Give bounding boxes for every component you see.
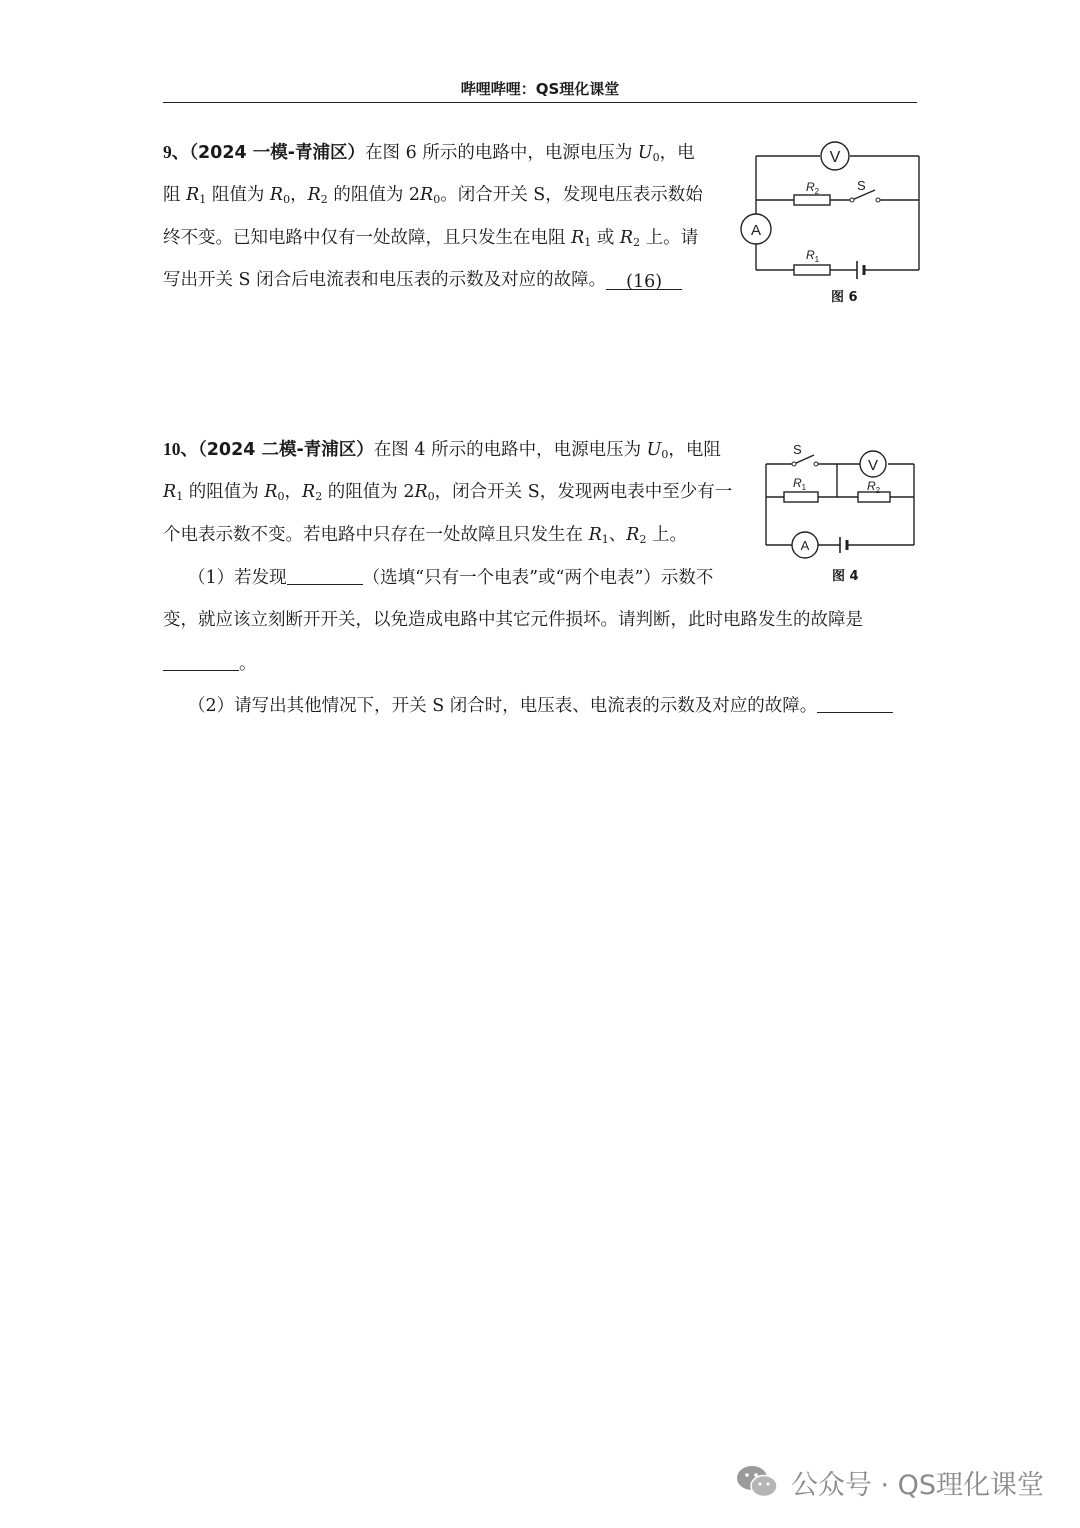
q9-line-2: 阻 $R_1$ 阻值为 $R_0$，$R_2$ 的阻值为 $2R_0$。闭合开关 S，发现电压表示数始 [163, 185, 703, 206]
fig6-label-switch: S [857, 178, 866, 193]
watermark [735, 1464, 1044, 1500]
svg-text:A: A [750, 222, 762, 239]
q10-sub1-blank-1[interactable] [287, 566, 363, 585]
switch-contact-icon [814, 462, 818, 466]
q9-answer-blank[interactable]: (16) [606, 271, 682, 290]
q10-sub2-line: （2）请写出其他情况下，开关 S 闭合时，电压表、电流表的示数及对应的故障。 [188, 694, 893, 717]
fig4-label-r2: $R_2$ [867, 479, 881, 495]
q10-line-1: 10、（2024 二模-青浦区）在图 4 所示的电路中，电源电压为 $U_0$，电阻 [163, 439, 721, 461]
switch-contact-icon [876, 198, 880, 202]
switch-contact-icon [850, 198, 854, 202]
figure-6-circuit [738, 140, 923, 280]
svg-text:V: V [829, 149, 841, 166]
fig6-label-r2: $R_2$ [806, 180, 820, 196]
q10-number: 10、 [163, 439, 198, 459]
q10-source: （2024 二模-青浦区） [198, 440, 374, 460]
header-title: 哔哩哔哩：QS理化课堂 [460, 80, 620, 98]
voltmeter-icon [860, 451, 886, 477]
q10-sub1-line-1: （1）若发现 （选填“只有一个电表”或“两个电表”）示数不 [188, 568, 714, 588]
ammeter-icon [741, 214, 771, 244]
q10-sub2-blank[interactable] [817, 694, 893, 713]
watermark-text: 公众号 · QS理化课堂 [790, 1469, 1044, 1501]
q10-sub1-line-2: 变，就应该立刻断开开关，以免造成电路中其它元件损坏。请判断，此时电路发生的故障是 [163, 610, 863, 630]
switch-contact-icon [792, 462, 796, 466]
q9-line-4: 写出开关 S 闭合后电流表和电压表的示数及对应的故障。 (16) [163, 269, 682, 291]
voltmeter-icon [821, 142, 849, 170]
fig4-label-switch: S [793, 442, 802, 457]
svg-text:A: A [800, 538, 810, 553]
q10-sub1-blank-2[interactable] [163, 652, 239, 671]
fig6-label-r1: $R_1$ [806, 248, 820, 264]
q10-line-3: 个电表示数不变。若电路中只存在一处故障且只发生在 $R_1$、$R_2$ 上。 [163, 525, 688, 546]
svg-text:V: V [867, 457, 879, 474]
q9-source: （2024 一模-青浦区） [189, 143, 366, 163]
q9-line-3: 终不变。已知电路中仅有一处故障，且只发生在电阻 $R_1$ 或 $R_2$ 上。请 [163, 228, 699, 249]
page-header [163, 78, 917, 103]
fig4-label-r1: $R_1$ [793, 476, 807, 492]
battery-icon [840, 537, 847, 553]
q10-sub1-line-3: 。 [163, 652, 257, 675]
figure-4-circuit [760, 440, 920, 560]
q10-line-2: $R_1$ 的阻值为 $R_0$，$R_2$ 的阻值为 $2R_0$，闭合开关 S，发现两电表中至少有一 [163, 482, 733, 503]
q9-number: 9、 [163, 142, 190, 162]
figure-4-caption: 图 4 [832, 569, 859, 584]
wechat-icon [735, 1464, 779, 1500]
battery-icon [857, 261, 864, 279]
q9-line-1: 9、（2024 一模-青浦区）在图 6 所示的电路中，电源电压为 $U_0$，电 [163, 142, 695, 164]
figure-6-caption: 图 6 [831, 290, 858, 305]
ammeter-icon [792, 532, 818, 558]
